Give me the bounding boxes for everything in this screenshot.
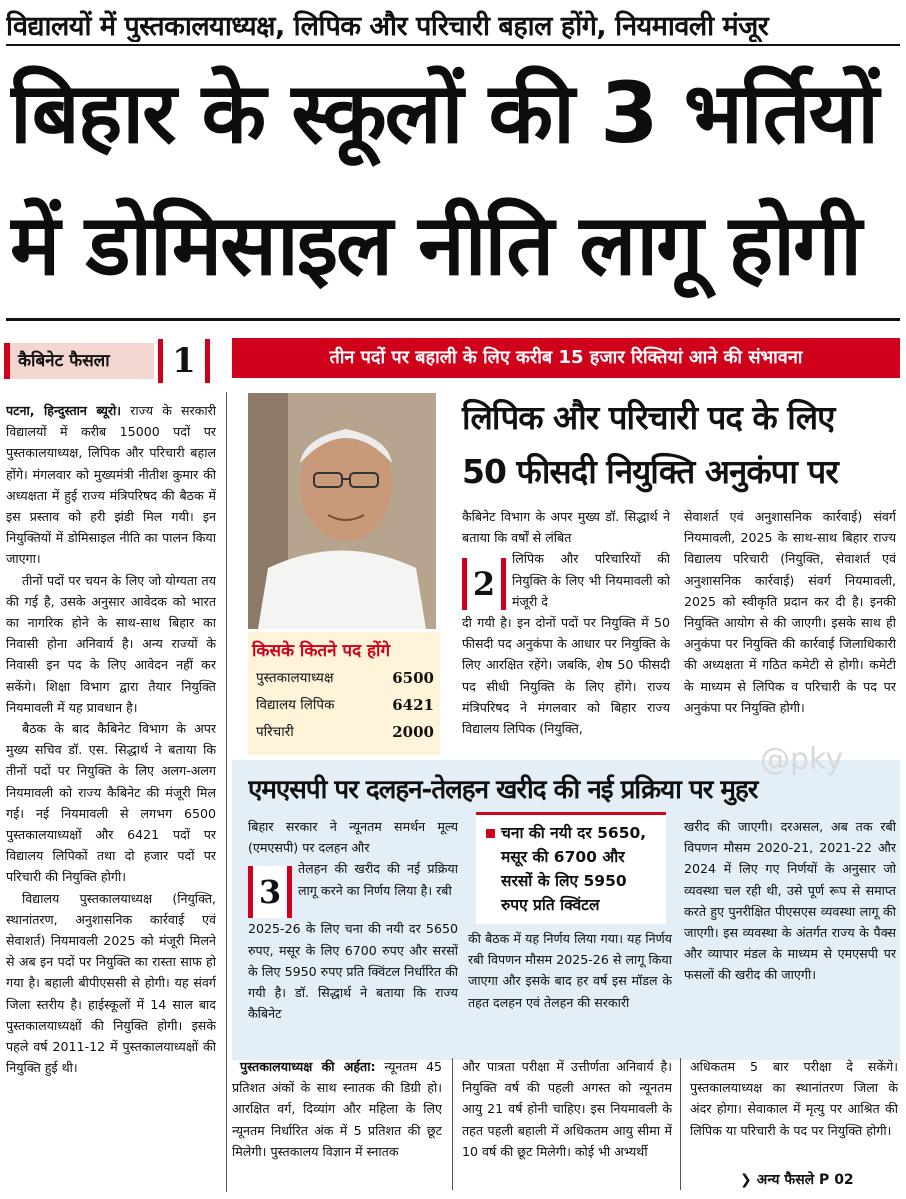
- qualification-text-1: पुस्तकालयाध्यक्ष की अर्हता: न्यूनतम 45 प्रतिशत अंकों के साथ स्नातक की डिग्री हो। आरक्षित वर्ग, दिव्यांग और महिला के लिए न्यूनतम निर्धारित अंक में 5 प्रतिशत की छूट मिलेगी। पुस्तकालय विज्ञान में स्नातक: [232, 1059, 442, 1159]
- column-divider: [226, 392, 227, 1192]
- divider: [6, 44, 900, 46]
- qualification-column-2: और पात्रता परीक्षा में उत्तीर्णता अनिवार्य है। नियुक्ति वर्ष की पहली अगस्त को न्यूनतम आयु 21 वर्ष होनी चाहिए। इस नियमावली के तहत पहली बहाली में अधिकतम आयु सीमा में 10 वर्ष की छूट मिलेगी। कोई भी अभ्यर्थी: [462, 1059, 672, 1159]
- story-3-column-1: [248, 816, 458, 1046]
- story-1-para-2: तीनों पदों पर चयन के लिए जो योग्यता तय की गई है, उसके अनुसार आवेदक को भारत का नागरिक होने के साथ-साथ बिहार का निवासी होना अनिवार्य है। अन्य राज्यों के निवासी इन पद के लिए आवेदन नहीं कर सकेंगे। शिक्षा विभाग द्वारा तैयार नियुक्ति नियमावली में यह प्रावधान है।: [6, 572, 216, 715]
- price-line: चना की नयी दर 5650,: [486, 821, 658, 845]
- price-highlight-box: [476, 812, 666, 924]
- portrait-photo: [248, 393, 436, 629]
- dateline: पटना, हिन्दुस्तान ब्यूरो।: [6, 403, 122, 418]
- section-tag-number: 1: [158, 339, 210, 383]
- more-decisions-label: अन्य फैसले P 02: [756, 1172, 854, 1188]
- story-2-column-1: [462, 506, 670, 756]
- story-1-para-4: विद्यालय पुस्तकालयाध्यक्ष (नियुक्ति, स्थानांतरण, अनुशासनिक कार्रवाई एवं सेवाशर्त) नियमावली 2025 को मंजूरी मिलने से अब इन पदों पर नियुक्ति का रास्ता साफ हो गया है। बहाली बीपीएससी से होगी। यह संवर्ग जिला स्तरीय है। हाईस्कूलों में 14 साल बाद पुस्तकालयाध्यक्षों की नियुक्ति होगी। इसके पहले वर्ष 2011-12 में पुस्तकालयाध्यक्षों की नियुक्ति हुई थी।: [6, 890, 216, 1076]
- column-divider: [452, 1058, 453, 1190]
- story-3-heading: एमएसपी पर दलहन-तेलहन खरीद की नई प्रक्रिया पर मुहर: [248, 775, 758, 805]
- posts-box-title: किसके कितने पद होंगे: [252, 641, 391, 661]
- more-decisions-link[interactable]: [740, 1168, 900, 1192]
- posts-row: विद्यालय लिपिक 6421: [256, 696, 434, 714]
- qualification-heading: पुस्तकालयाध्यक्ष की अर्हता:: [240, 1059, 376, 1074]
- person-portrait-icon: [248, 393, 436, 629]
- story-3-intro: बिहार सरकार ने न्यूनतम समर्थन मूल्य (एमएसपी) पर दलहन और: [248, 819, 458, 856]
- story-3-column-2: की बैठक में यह निर्णय लिया गया। यह निर्णय रबी विपणन मौसम 2025-26 से लागू किया जाएगा और इसके बाद हर वर्ष इस मॉडल के तहत दलहन एवं तेलहन की सरकारी: [468, 931, 672, 1010]
- divider: [6, 318, 900, 321]
- bullet-square-icon: [486, 829, 495, 838]
- story-2-heading-line-2: 50 फीसदी नियुक्ति अनुकंपा पर: [462, 452, 838, 491]
- story-1-column: [6, 400, 216, 1190]
- section-tag: कैबिनेट फैसला: [4, 343, 154, 379]
- story-3-col1-rest: 2025-26 के लिए चना की नयी दर 5650 रुपए, मसूर के लिए 6700 रुपए और सरसों के लिए 5950 रुपए प्रति क्विंटल निर्धारित की गयी है। डॉ. सिद्धार्थ ने बताया कि राज्य कैबिनेट: [248, 921, 458, 1022]
- headline-line-1: बिहार के स्कूलों की 3 भर्तियों: [10, 64, 877, 162]
- kicker-line: विद्यालयों में पुस्तकालयाध्यक्ष, लिपिक और परिचारी बहाल होंगे, नियमावली मंजूर: [6, 11, 769, 42]
- posts-row: पुस्तकालयाध्यक्ष 6500: [256, 669, 434, 687]
- story-3-column-3: खरीद की जाएगी। दरअसल, अब तक रबी विपणन मौसम 2020-21, 2021-22 और 2024 में लिए गए निर्णयों के अनुसार जो व्यवस्था चल रही थी, उसे पूर्ण रूप से समाप्त करते हुए पुनरीक्षित पीएसएस व्यवस्था लागू की जाएगी। इस व्यवस्था के अंतर्गत राज्य के पैक्स और व्यापार मंडल के माध्यम से एमएसपी पर फसलों की खरीद की जाएगी।: [684, 819, 896, 983]
- story-3-number: 3: [248, 866, 292, 918]
- arrow-right-icon: ❯: [740, 1172, 752, 1188]
- story-2-beside-number: लिपिक और परिचारियों की नियुक्ति के लिए भी नियमावली को मंजूरी दे: [512, 551, 670, 609]
- story-2-intro: कैबिनेट विभाग के अपर मुख्य डॉ. सिद्धार्थ ने बताया कि वर्षों से लंबित: [462, 509, 670, 546]
- story-1-para-3: बैठक के बाद कैबिनेट विभाग के अपर मुख्य सचिव डॉ. एस. सिद्धार्थ ने बताया कि तीनों पदों पर नियुक्ति के लिए अलग-अलग नियमावली को राज्य कैबिनेट की मंजूरी मिल गई। नई नियमावली से लगभग 6500 पुस्तकालयाध्यक्षों और 6421 पदों पर विद्यालय लिपिकों तथा दो हजार पदों पर परिचारी की नियुक्ति होगी।: [6, 721, 216, 885]
- story-2-column-2: सेवाशर्त एवं अनुशासनिक कार्रवाई) संवर्ग नियमावली, 2025 के साथ-साथ बिहार राज्य विद्यालय परिचारी (नियुक्ति, सेवाशर्त एवं अनुशासनिक कार्रवाई) संवर्ग नियमावली, 2025 को स्वीकृति प्रदान कर दी है। इनकी नियुक्ति आयोग से की जाएगी। इसके साथ ही अनुकंपा पर नियुक्ति की कार्रवाई जिलाधिकारी की अध्यक्षता में गठित कमेटी से होगी। कमेटी के माध्यम से लिपिक व परिचारी के पद पर अनुकंपा पर नियुक्ति होगी।: [684, 509, 896, 715]
- story-2-col1-rest: दी गयी है। इन दोनों पदों पर नियुक्ति में 50 फीसदी पद अनुकंपा के आधार पर नियुक्ति के लिए आरक्षित रहेंगे। जबकि, शेष 50 फीसदी पद सीधी नियुक्ति के लिए होंगे। राज्य मंत्रिपरिषद ने मंगलवार को बिहार राज्य विद्यालय लिपिक (नियुक्ति,: [462, 615, 670, 737]
- qualification-column-1: [232, 1056, 442, 1192]
- qualification-column-3: अधिकतम 5 बार परीक्षा दे सकेंगे। पुस्तकालयाध्यक्ष का स्थानांतरण जिला के अंदर होगा। सेवाकाल में मृत्यु पर आश्रित की लिपिक या परिचारी के पद पर नियुक्ति होगी।: [690, 1059, 898, 1138]
- price-line: रुपए प्रति क्विंटल: [501, 896, 600, 914]
- story-1-para-1: पटना, हिन्दुस्तान ब्यूरो। राज्य के सरकारी विद्यालयों में करीब 15000 पदों पर पुस्तकालयाध्यक्ष, लिपिक और परिचारी बहाल होंगे। मंगलवार को मुख्यमंत्री नीतीश कुमार की अध्यक्षता में हुई राज्य मंत्रिपरिषद की बैठक में इस प्रस्ताव को हरी झंडी मिल गयी। इन नियुक्तियों में डोमिसाइल नीति का पालन किया जाएगा।: [6, 403, 216, 567]
- column-divider: [680, 1058, 681, 1190]
- watermark: @pky: [760, 742, 844, 777]
- headline-line-2: में डोमिसाइल नीति लागू होगी: [10, 196, 861, 294]
- story-2-heading-line-1: लिपिक और परिचारी पद के लिए: [462, 398, 835, 437]
- story-2-number: 2: [462, 558, 506, 610]
- price-line: मसूर की 6700 और: [501, 848, 625, 866]
- posts-row: परिचारी 2000: [256, 723, 434, 741]
- story-3-beside-number: तेलहन की खरीद की नई प्रक्रिया लागू करने का निर्णय लिया है। रबी: [298, 861, 458, 898]
- price-line: सरसों के लिए 5950: [501, 872, 627, 890]
- posts-box: [248, 632, 440, 755]
- red-banner: तीन पदों पर बहाली के लिए करीब 15 हजार रिक्तियां आने की संभावना: [232, 338, 900, 378]
